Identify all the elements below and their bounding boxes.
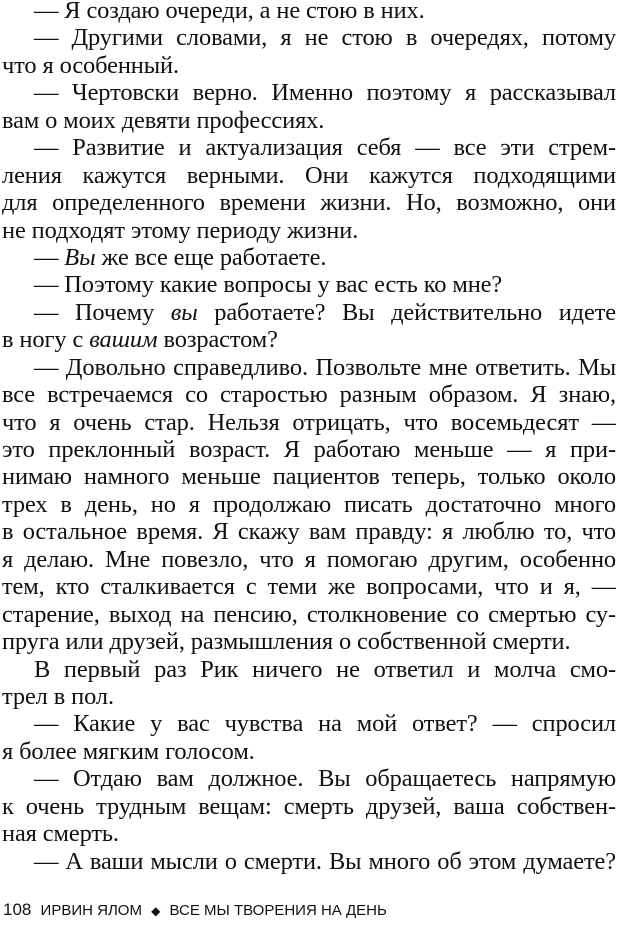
- text-line: — Другими словами, я не стою в очередях, потому: [34, 24, 616, 52]
- text-line: ления кажутся верными. Они кажутся подходящими: [2, 161, 616, 189]
- text-line: я более мягким голосом.: [2, 737, 255, 765]
- text-line: трел в пол.: [2, 682, 114, 710]
- text-line: ная смерть.: [2, 820, 119, 848]
- text-line: я делаю. Мне повезло, что я помогаю другим, особенно: [2, 545, 616, 573]
- text-line: в остальное время. Я скажу вам правду: я люблю то, что: [2, 518, 616, 546]
- emphasis-word: вашим: [89, 326, 158, 354]
- text-line: трех в день, но я продолжаю писать достаточно много: [2, 490, 616, 518]
- text-line: все встречаемся со старостью разным образом. Я знаю,: [2, 381, 616, 409]
- text-line: старение, выход на пенсию, столкновение со смертью су-: [2, 600, 616, 628]
- text-line: — Вы же все еще работаете.: [34, 243, 327, 271]
- page-number: 108: [3, 900, 32, 919]
- text-line: — Развитие и актуализация себя — все эти стрем-: [34, 134, 616, 162]
- text-line: тем, кто сталкивается с теми же вопросами, что и я, —: [2, 573, 616, 601]
- text-line: нимаю намного меньше пациентов теперь, только около: [2, 463, 616, 491]
- text-line: что я особенный.: [2, 51, 179, 79]
- text-line: — Почему вы работаете? Вы действительно идете: [34, 298, 616, 326]
- emphasis-word: Вы: [64, 243, 96, 271]
- text-line: — Довольно справедливо. Позвольте мне ответить. Мы: [34, 353, 616, 381]
- body-text: [2, 0, 616, 875]
- text-line: вам о моих девяти профессиях.: [2, 106, 325, 134]
- text-line: для определенного времени жизни. Но, возможно, они: [2, 189, 616, 217]
- emphasis-word: вы: [170, 298, 198, 326]
- diamond-separator-icon: ◆: [151, 904, 161, 918]
- text-line: — Чертовски верно. Именно поэтому я рассказывал: [34, 79, 616, 107]
- text-line: пруга или друзей, размышления о собственной смерти.: [2, 628, 571, 656]
- running-book-title: ВСЕ МЫ ТВОРЕНИЯ НА ДЕНЬ: [169, 902, 387, 919]
- text-line: в ногу с вашим возрастом?: [2, 326, 278, 354]
- text-line: — Поэтому какие вопросы у вас есть ко мне?: [34, 271, 503, 299]
- text-line: — Отдаю вам должное. Вы обращаетесь напрямую: [34, 765, 616, 793]
- page-footer: [3, 900, 387, 921]
- text-line: не подходят этому периоду жизни.: [2, 216, 359, 244]
- text-line: что я очень стар. Нельзя отрицать, что восемьдесят —: [2, 408, 616, 436]
- text-line: — Какие у вас чувства на мой ответ? — спросил: [34, 710, 616, 738]
- text-line: В первый раз Рик ничего не ответил и молча смо-: [34, 655, 616, 683]
- text-line: — А ваши мысли о смерти. Вы много об этом думаете?: [34, 847, 616, 875]
- text-line: — Я создаю очереди, а не стою в них.: [34, 0, 425, 24]
- text-line: это преклонный возраст. Я работаю меньше — я при-: [2, 436, 616, 463]
- running-author: ИРВИН ЯЛОМ: [40, 902, 142, 919]
- text-line: к очень трудным вещам: смерть друзей, ваша собствен-: [2, 792, 616, 820]
